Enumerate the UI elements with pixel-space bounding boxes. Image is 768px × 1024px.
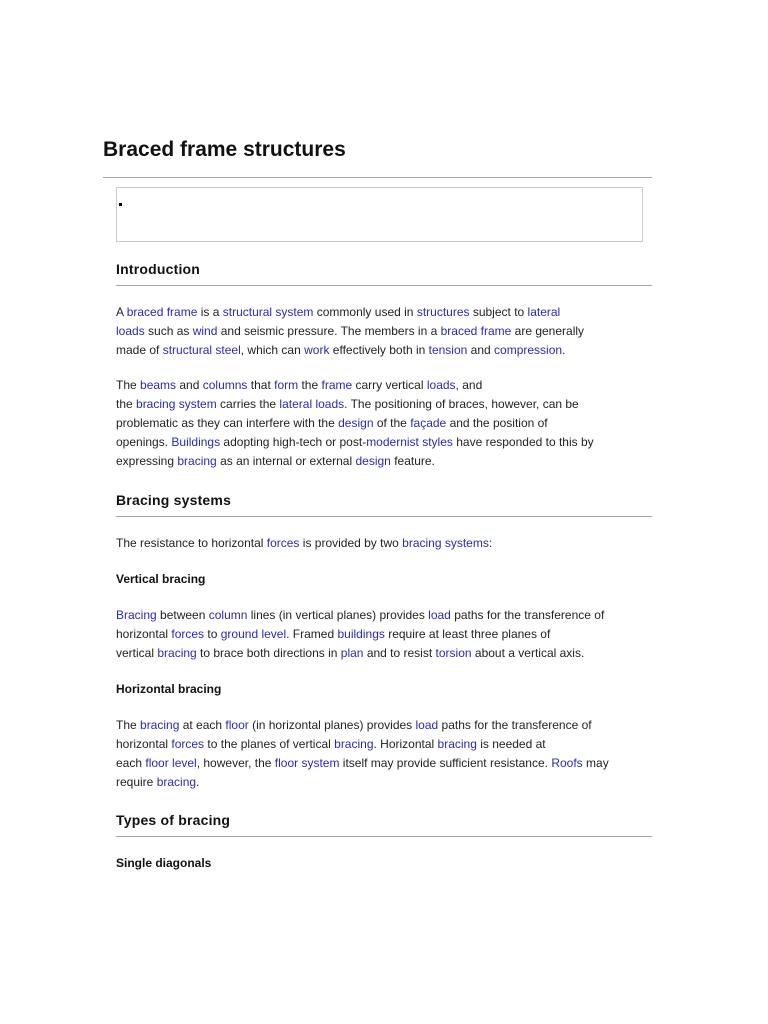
inline-link[interactable]: load — [428, 608, 451, 622]
text-run: , however, the — [196, 756, 275, 770]
text-run: commonly used in — [313, 305, 417, 319]
text-run: may — [582, 756, 609, 770]
text-run: . — [196, 775, 200, 789]
horizontal-bracing-paragraph — [116, 716, 652, 792]
inline-link[interactable]: floor — [225, 718, 249, 732]
inline-link[interactable]: bracing system — [136, 397, 217, 411]
inline-link[interactable]: Bracing — [116, 608, 157, 622]
inline-link[interactable]: loads — [116, 324, 145, 338]
text-run: the — [116, 397, 137, 411]
inline-link[interactable]: Buildings — [171, 435, 221, 449]
inline-link[interactable]: loads — [426, 378, 456, 392]
text-run: is needed at — [476, 737, 546, 751]
text-run: : — [488, 536, 493, 550]
text-run: A — [116, 305, 127, 319]
text-run: to the planes of vertical — [204, 737, 335, 751]
text-run: . Framed — [286, 627, 338, 641]
inline-link[interactable]: design — [355, 454, 391, 468]
text-run: The — [116, 718, 141, 732]
text-run: horizontal — [116, 737, 172, 751]
bracing-systems-paragraph — [116, 534, 652, 553]
bullet-icon — [119, 203, 122, 206]
inline-link[interactable]: Roofs — [551, 756, 583, 770]
inline-link[interactable]: bracing systems — [402, 536, 489, 550]
inline-link[interactable]: façade — [410, 416, 447, 430]
text-run: . — [562, 343, 566, 357]
inline-link[interactable]: braced frame — [440, 324, 512, 338]
inline-link[interactable]: torsion — [435, 646, 472, 660]
text-run: to — [204, 627, 221, 641]
text-run: The resistance to horizontal — [116, 536, 267, 550]
title-divider — [103, 177, 652, 178]
text-run: that — [247, 378, 275, 392]
inline-link[interactable]: work — [304, 343, 330, 357]
inline-link[interactable]: form — [274, 378, 299, 392]
text-run: and to resist — [363, 646, 436, 660]
text-run: itself may provide sufficient resistance. — [339, 756, 552, 770]
text-run: and — [467, 343, 495, 357]
text-run: between — [156, 608, 209, 622]
text-run: vertical — [116, 646, 158, 660]
text-run: each — [116, 756, 146, 770]
inline-link[interactable]: column — [208, 608, 248, 622]
text-run: (in horizontal planes) provides — [248, 718, 416, 732]
vertical-bracing-paragraph — [116, 606, 652, 663]
text-run: and seismic pressure. The members in a — [217, 324, 441, 338]
text-run: and the position of — [446, 416, 548, 430]
intro-paragraph-2 — [116, 376, 652, 471]
text-run: openings. — [116, 435, 172, 449]
inline-link[interactable]: tension — [428, 343, 468, 357]
text-run: subject to — [469, 305, 528, 319]
inline-link[interactable]: bracing — [177, 454, 217, 468]
inline-link[interactable]: bracing — [437, 737, 477, 751]
text-run: feature. — [390, 454, 435, 468]
text-run: , which can — [240, 343, 305, 357]
inline-link[interactable]: plan — [340, 646, 364, 660]
inline-link[interactable]: columns — [202, 378, 248, 392]
text-run: paths for the transference of — [438, 718, 592, 732]
text-run: is a — [197, 305, 223, 319]
text-run: problematic as they can interfere with the — [116, 416, 339, 430]
inline-link[interactable]: braced frame — [126, 305, 198, 319]
text-run: of the — [373, 416, 411, 430]
text-run: made of — [116, 343, 163, 357]
inline-link[interactable]: compression — [494, 343, 563, 357]
text-run: have responded to this by — [452, 435, 594, 449]
inline-link[interactable]: wind — [192, 324, 218, 338]
text-run: require at least three planes of — [384, 627, 551, 641]
section-heading-types-of-bracing: Types of bracing — [116, 809, 652, 837]
section-heading-bracing-systems: Bracing systems — [116, 489, 652, 517]
text-run: about a vertical axis. — [471, 646, 585, 660]
inline-link[interactable]: structural steel — [162, 343, 241, 357]
text-run: lines (in vertical planes) provides — [247, 608, 429, 622]
text-run: are generally — [511, 324, 585, 338]
inline-link[interactable]: bracing — [140, 718, 180, 732]
inline-link[interactable]: modernist styles — [366, 435, 453, 449]
text-run: at each — [179, 718, 226, 732]
inline-link[interactable]: floor level — [145, 756, 197, 770]
inline-link[interactable]: beams — [140, 378, 177, 392]
page-title: Braced frame structures — [103, 138, 346, 161]
subheading-horizontal-bracing: Horizontal bracing — [116, 682, 222, 696]
text-run: adopting high-tech or post- — [220, 435, 367, 449]
subheading-vertical-bracing: Vertical bracing — [116, 572, 206, 586]
inline-link[interactable]: forces — [171, 737, 205, 751]
text-run: as an internal or external — [216, 454, 356, 468]
inline-link[interactable]: forces — [171, 627, 205, 641]
text-run: to brace both directions in — [196, 646, 341, 660]
inline-link[interactable]: ground level — [220, 627, 287, 641]
text-run: The — [116, 378, 141, 392]
inline-link[interactable]: load — [415, 718, 439, 732]
table-of-contents-box — [116, 187, 643, 242]
inline-link[interactable]: lateral loads — [279, 397, 345, 411]
text-run: . The positioning of braces, however, can be — [344, 397, 579, 411]
inline-link[interactable]: design — [338, 416, 374, 430]
inline-link[interactable]: floor system — [274, 756, 340, 770]
intro-paragraph-1 — [116, 303, 652, 360]
text-run: is provided by two — [299, 536, 403, 550]
text-run: . Horizontal — [373, 737, 438, 751]
inline-link[interactable]: lateral — [527, 305, 561, 319]
text-run: paths for the transference of — [450, 608, 605, 622]
text-run: horizontal — [116, 627, 172, 641]
inline-link[interactable]: frame — [321, 378, 353, 392]
text-run: expressing — [116, 454, 178, 468]
inline-link[interactable]: bracing — [156, 775, 197, 789]
text-run: carries the — [216, 397, 280, 411]
text-run: require — [116, 775, 157, 789]
inline-link[interactable]: structures — [416, 305, 470, 319]
inline-link[interactable]: structural system — [222, 305, 314, 319]
article-body — [116, 258, 652, 870]
text-run: the — [298, 378, 322, 392]
inline-link[interactable]: forces — [266, 536, 300, 550]
inline-link[interactable]: bracing — [157, 646, 197, 660]
subheading-single-diagonals: Single diagonals — [116, 856, 212, 870]
text-run: and — [176, 378, 203, 392]
inline-link[interactable]: buildings — [337, 627, 385, 641]
text-run: , and — [455, 378, 483, 392]
section-heading-introduction: Introduction — [116, 258, 652, 286]
text-run: such as — [144, 324, 193, 338]
inline-link[interactable]: bracing — [334, 737, 374, 751]
text-run: effectively both in — [329, 343, 429, 357]
text-run: carry vertical — [352, 378, 427, 392]
